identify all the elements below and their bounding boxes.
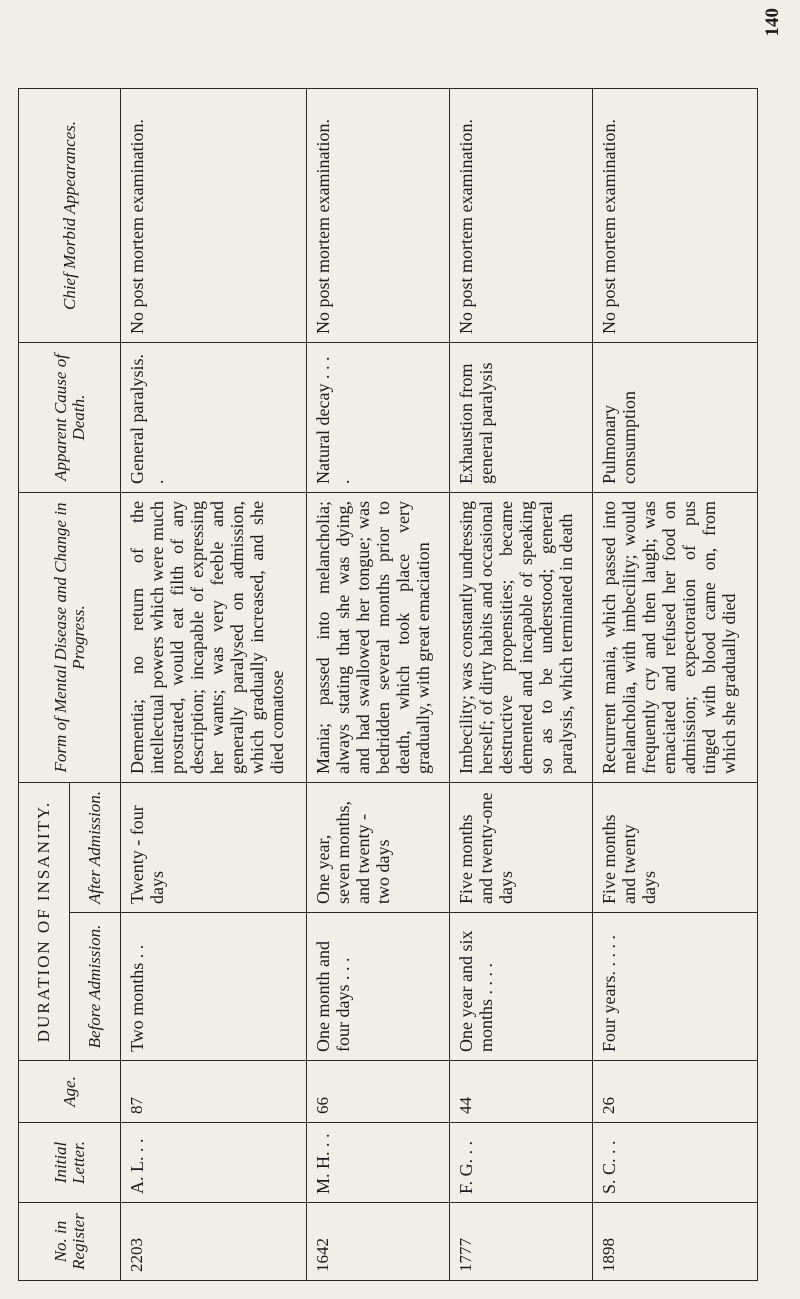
apparent-cause-of-death: Natural decay . . . . xyxy=(307,342,450,492)
apparent-cause-of-death: General paralysis. . xyxy=(121,342,307,492)
header-age: Age. xyxy=(19,1061,121,1123)
header-form-of-disease: Form of Mental Disease and Change in Progress. xyxy=(19,492,121,782)
age: 44 xyxy=(450,1061,593,1123)
chief-morbid-appearances: No post mortem examination. xyxy=(450,88,593,342)
chief-morbid-appearances: No post mortem examination. xyxy=(121,88,307,342)
initial-letter: S. C. . . xyxy=(593,1123,758,1203)
duration-after-admission: Five months and twenty days xyxy=(593,782,758,912)
form-of-mental-disease: Recurrent mania, which passed into melancholia, with imbecility; would frequently cry and then laugh; was emaciated and refused her food on admission; expectoration of pus tinged with blood came on, from which she gradually died xyxy=(593,492,758,782)
initial-letter: M. H. . . xyxy=(307,1123,450,1203)
age: 66 xyxy=(307,1061,450,1123)
apparent-cause-of-death: Pulmonary consumption xyxy=(593,342,758,492)
form-of-mental-disease: Mania; passed into melancholia; always stating that she was dying, and had swallowed her tongue; was bedridden several months prior to death, which took place very gradually, with great emaciation xyxy=(307,492,450,782)
duration-before-admission: Two months . . xyxy=(121,913,307,1061)
initial-letter: A. L. . . xyxy=(121,1123,307,1203)
duration-after-admission: Five months and twenty-one days xyxy=(450,782,593,912)
age: 87 xyxy=(121,1061,307,1123)
table-row xyxy=(593,88,758,1280)
header-initial-letter: Initial Letter. xyxy=(19,1123,121,1203)
table-row xyxy=(450,88,593,1280)
header-after-admission: After Admission. xyxy=(70,782,121,912)
duration-after-admission: One year, seven months, and twenty - two days xyxy=(307,782,450,912)
header-no-in-register: No. in Register xyxy=(19,1203,121,1281)
chief-morbid-appearances: No post mortem examination. xyxy=(593,88,758,342)
register-number: 2203 xyxy=(121,1203,307,1281)
header-apparent-cause: Apparent Cause of Death. xyxy=(19,342,121,492)
apparent-cause-of-death: Exhaustion from general paralysis xyxy=(450,342,593,492)
page-number: 140 xyxy=(762,8,783,37)
register-number: 1642 xyxy=(307,1203,450,1281)
table-row xyxy=(307,88,450,1280)
header-duration-of-insanity: DURATION OF INSANITY. xyxy=(19,782,70,1060)
initial-letter: F. G. . . xyxy=(450,1123,593,1203)
chief-morbid-appearances: No post mortem examination. xyxy=(307,88,450,342)
duration-after-admission: Twenty - four days xyxy=(121,782,307,912)
table-row xyxy=(121,88,307,1280)
register-number: 1898 xyxy=(593,1203,758,1281)
age: 26 xyxy=(593,1061,758,1123)
duration-before-admission: One month and four days . . . xyxy=(307,913,450,1061)
duration-before-admission: One year and six months . . . . xyxy=(450,913,593,1061)
register-table xyxy=(18,88,758,1281)
header-before-admission: Before Admission. xyxy=(70,913,121,1061)
form-of-mental-disease: Dementia; no return of the intellectual powers which were much prostrated, would eat filth of any description; incapable of expressing her wants; was very feeble and generally paralysed on admission, which gradually increased, and she died comatose xyxy=(121,492,307,782)
register-number: 1777 xyxy=(450,1203,593,1281)
form-of-mental-disease: Imbecility; was constantly undressing herself; of dirty habits and occasional destructive propensities; became demented and incapable of speaking so as to be understood; general paralysis, which terminated in death xyxy=(450,492,593,782)
duration-before-admission: Four years. . . . . xyxy=(593,913,758,1061)
header-morbid-appearances: Chief Morbid Appearances. xyxy=(19,88,121,342)
